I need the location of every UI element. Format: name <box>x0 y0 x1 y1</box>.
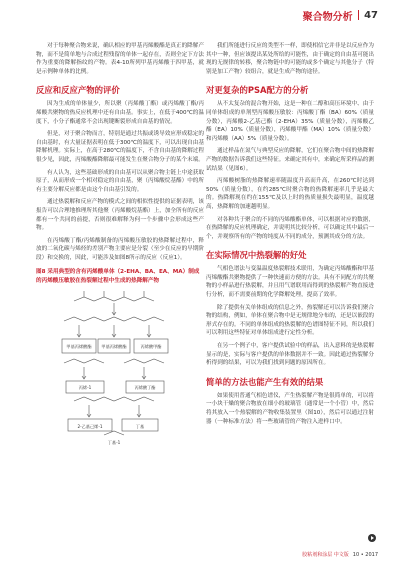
page-header <box>0 0 400 30</box>
section-heading: 反应和反应产物的评价 <box>36 85 120 96</box>
paragraph: 丙烯酸树脂的热降解速率随温度升高而升高，在260℃时达到50%（质量分数），在约285℃时聚合物的热降解速率几乎是最大的。热降解现在约在155℃及以上时的热质量损失最明显，温度越高，热降解的加速越明显。 <box>206 178 374 210</box>
section-heading: 对更复杂的PSA配方的分析 <box>206 85 309 96</box>
right-column <box>206 42 374 430</box>
page-number: 47 <box>364 9 378 21</box>
paragraph: 气相色谱法与变温温度热裂解技术联用，为确定丙烯酸酯和甲基丙烯酸酯共聚物提供了一种快速而方便的方法。具有不同配方的共聚物的小样品进行热裂解，并且用气谱联用而得到的热裂解产物直接进行分析，而不需要前期的化学降解处理，提高了效率。 <box>206 266 374 299</box>
paragraph: 在另一个例子中，客户提供试验中的样品，出入意料的是热裂解显示的是，实际与客户提供的单体数据并不一致。因此通过热裂解分析得到的结果，可以为我们找到问题的原因所在。 <box>206 343 374 367</box>
reaction-scheme-diagram <box>44 289 194 449</box>
header-divider <box>358 10 360 20</box>
paragraph: 我们所能进行反应的类型不一样，即使相信它并非是以反应作为其中一种，但应该提出某处所给的可能性，由于确定的自由基可能出现的无规律的转移，聚合物链中的可能的或多个确定与其他分子（特别是加工产物）较组合，就是生成产物的途径。 <box>206 43 374 75</box>
left-column <box>36 42 204 449</box>
paragraph: 从不太复杂的混合物开始，这是一种在二醇和高压环境中、由于同单体组成的单剂型丙烯酸压敏胶：丙烯酸丁酯（BA）60%（质量分数），丙烯酸2-乙基己酯（2-EHA）35%（质量分数），丙烯酸乙酯（EA）10%（质量分数），丙烯酸甲酯（MA）10%（质量分数）和丙烯酸（AA）5%（质量分数）。 <box>206 101 374 142</box>
issue-date: 10 • 2017 <box>352 551 378 558</box>
section-heading: 简单的方法也能产生有效的结果 <box>206 376 324 387</box>
paragraph: 对于每种聚合物来说，确认相应的甲基丙烯酸酯是真正的降解产物，而不是简单地与合成过程残留的单体一起存在，否则全定下方法作为重要的降解指纹的产物。表4-10所列甲基丙烯酸于四甲基，就是示例种单体的比例。 <box>36 43 204 75</box>
paragraph: 有人认为，这些基础形成的自由基可以从聚合物主链上中途获取原子，从而形成一个相对稳定的自由基，聚（丙烯酸烷基酯）中的所有主要分解反应都是由这个自由基引发的。 <box>36 169 204 193</box>
scheme-label: 丙烯-1 <box>78 384 92 390</box>
scheme-label: 丁基 <box>135 423 145 429</box>
scheme-label: 甲基丙烯酸酯 <box>101 343 127 349</box>
scheme-label: 2-乙基己烯-1 <box>77 423 103 429</box>
paragraph: 但是，对于聚合物而言，特别是通过共振或诱导效应形成稳定的自由基时，有大量证据表明在低于300℃的温度下，可以出现自由基降解机理。实际上，在高于280℃的温度下，不含自由基的降解过程很少见，因此，丙烯酸酯降解最可能发生在聚合物分子的某个末端。 <box>36 131 204 163</box>
paragraph: 在丙烯酸丁酯/丙烯酸制备的丙烯酸压敏胶的热降解过程中，释放的二氧化碳与烯烃的差别产物主要应是分裂（至少在反应的早期阶段）和交换的，因此，可能涉及如图8所示的反应（反应1）。 <box>36 237 204 261</box>
paragraph: 除了提供有关单体组成的信息之外，热裂解还可以告诉我们聚合物的结构，例如，单体在聚合物中是无规律地分布的，还是以嵌段的形式存在的。不同的单体组成的热裂解的色谱图特征不同，所以我们可以利用这些特征对单体组成进行定性分析。 <box>206 304 374 337</box>
continue-arrow-icon <box>368 534 376 542</box>
paragraph: 如果使用普通气相色谱仪，产生热裂解产物是很简单的，可以将一小块干燥的聚合物放在细小的玻璃管（通常是一个小管）中，然后将其放入一个热裂解的产物收集装置里（图10），然后可以通过注射器（一种标准方法）将一些玻璃管的产物注入进样口中。 <box>206 392 374 425</box>
journal-name: 胶粘剂和涂层 中文版 <box>302 552 349 558</box>
page-footer <box>302 551 378 558</box>
section-title: 聚合物分析 <box>302 11 353 23</box>
scheme-label: 丙烯酸丁酯 <box>134 384 156 390</box>
paragraph: 通过样品在氮气与典型反应的降解，它们在聚合物中间的热降解产物的数据告诉我们这些特征。来确定其有中，来确定所采样品的测试结果（见图6）。 <box>206 148 374 172</box>
scheme-label: 丁基-1 <box>107 439 121 445</box>
paragraph: 对各种共于聚合的不同的丙烯酸酯单体，可以根据对应的数据，在热降解的反应机理确定，并说明其比较分析，可以确定其中最后一个，并观察所有的产物的纯度从不同的成分，预测其成分的方法。 <box>206 216 374 240</box>
reaction-scheme-figure <box>44 289 194 449</box>
scheme-label: 丙烯酸甲酯 <box>140 343 162 349</box>
paragraph: 因为生成的单体量少，所以聚（丙烯酸丁酯）或丙烯酸丁酯/丙烯酸共聚物的热反应机理中还有自由基。事实上，在低于400℃的温度下，小分子酯通常不会出现键断裂形成自由基的情况。 <box>36 101 204 125</box>
scheme-label: 甲基丙烯酸酯 <box>66 343 92 349</box>
section-heading: 在实际情况中热裂解的好处 <box>206 250 307 261</box>
figure-caption: 图8 采用典型的含有丙烯酸单体（2-EHA、BA、EA、MA）制成的丙烯酸压敏胶在热裂解过程中生成的热降解产物 <box>36 269 200 284</box>
paragraph: 通过热裂解和反应产物的模式之间的相似性提供的证据表明，该报告可以合理地推理所其他聚（丙烯酸烷基酯）上，加全所有的反应都有一个共同的前提，否则很难解释为何一个步骤中会形成这些产物。 <box>36 199 204 232</box>
